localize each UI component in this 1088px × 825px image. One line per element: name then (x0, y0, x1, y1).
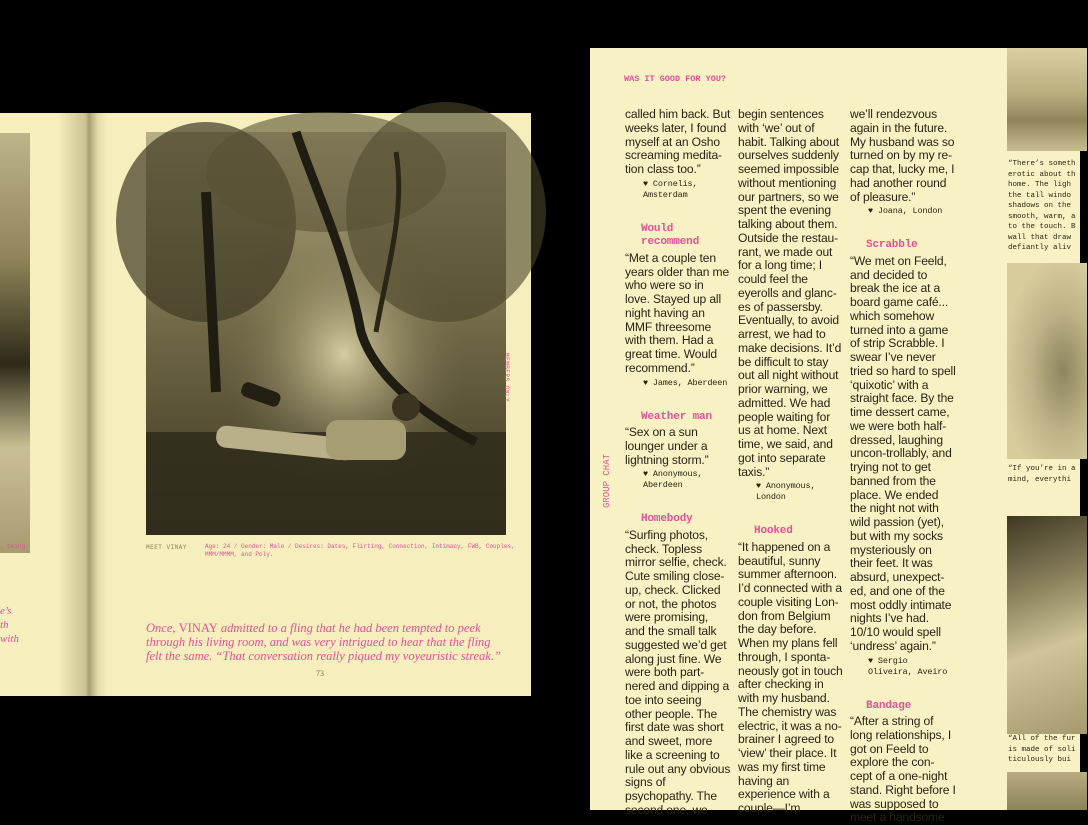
story-heading: Homebody (641, 513, 693, 526)
story-text: “It happened on a beautiful, sunny summer afternoon. I’d connected with a couple visiting Lon-don from Belgium the day before. When my plans fell through, I sponta-neously got in touch after checking in with my husband. The chemistry was electric, it was a no-brainer I agreed to ‘view’ their place. It was my first time having an experience with a couple—I’m (738, 539, 843, 815)
story-text: “After a string of long relationships, I got on Feeld to explore the con-cept of a one-night stand. Right before I was supposed to meet a handsome (850, 714, 956, 825)
closeup-photo (1007, 263, 1087, 459)
previous-caption-fragment: , being (0, 543, 26, 550)
text-column-3 (850, 108, 956, 825)
column-text: called him back. But weeks later, I found myself at an Osho screaming medita-tion class too.” (625, 107, 731, 176)
left-page (0, 113, 531, 696)
interior-photo (1007, 48, 1087, 151)
photo-caption: “If you’re in a mind, everythi (1008, 465, 1076, 484)
story-heading: Would recommend (641, 222, 700, 249)
story-heading: Hooked (754, 525, 793, 538)
pull-quote (146, 621, 506, 663)
story-heading: Weather man (641, 410, 712, 423)
quote-name: VINAY (178, 621, 218, 635)
quote-body: admitted to a fling that he had been tempted to peek through his living room, and was very intrigued to hear that the fling felt the same. “That conversation really piqued my voyeuristic streak.” (146, 621, 501, 663)
section-label: GROUP CHAT (602, 453, 612, 508)
story-text: “Surfing photos, check. Topless mirror selfie, check. Cute smiling close-up, check. Clicked or not, the photos were promising, and the small talk suggested we’d get along just fine. We were both part-nered and dipping a toe into seeing other people. The first date was short and sweet, more like a screening to rule out any obvious signs of psychopathy. The second one, we (625, 527, 731, 817)
column-text: begin sentences with ‘we’ out of habit. Talking about ourselves suddenly seemed impossible without mentioning our partners, so we spent the evening talking about them. Outside the restau-rant, we made out for a long time; I could feel the eyerolls and glanc-es of passersby. Eventually, to avoid arrest, we had to make decisions. It’d be difficult to stay out all night without prior warning, we admitted. We had people waiting for us at home. Next time, we said, and got into separate taxis.” (738, 107, 842, 479)
furniture-photo (1007, 772, 1087, 810)
previous-quote-fragment: th (0, 619, 9, 631)
page-number: 73 (316, 669, 324, 678)
quote-lead: Once, (146, 621, 179, 635)
signature: ♥ Joana, London (868, 206, 943, 217)
previous-quote-fragment: with (0, 633, 19, 645)
running-head: WAS IT GOOD FOR YOU? (624, 74, 727, 84)
vinay-photo (146, 132, 506, 535)
signature: ♥ Anonymous, London (756, 481, 816, 503)
story-heading: Bandage (866, 699, 912, 712)
signature: ♥ Sergio Oliveira, Aveiro (868, 655, 948, 677)
story-text: “We met on Feeld, and decided to break the ice at a board game café... which somehow turned into a game of strip Scrabble. I swear I’ve never tried so hard to spell ‘quixotic’ with a straight face. By the time dessert came, we were both half-dressed, laughing uncon-trollably, and trying not to get banned from the place. We ended the night not with wild passion (yet), but with my socks mysteriously on their feet. It was absurd, unexpect-ed, and one of the most oddly intimate nights I’ve had. 10/10 would spell ‘undress’ again.” (850, 253, 956, 653)
members-only-label: MEMBERS ONLY (503, 353, 510, 403)
bedroom-photo (1007, 516, 1087, 734)
signature: ♥ James, Aberdeen (643, 377, 728, 388)
signature: ♥ Anonymous, Aberdeen (643, 469, 703, 491)
text-column-2 (738, 108, 844, 816)
story-text: “Sex on a sun lounger under a lightning storm.” (625, 425, 709, 467)
previous-quote-fragment: e’s (0, 605, 12, 617)
text-column-1 (625, 108, 731, 818)
story-heading: Scrabble (866, 239, 918, 252)
photo-caption: “There’s someth erotic about th home. The ligh the tall windo shadows on the smooth, warm, a to the touch. B wall that draw defiantly aliv (1008, 160, 1076, 252)
photo-caption: “All of the fur is made of soli ticulously bui (1008, 735, 1076, 764)
story-text: “Met a couple ten years older than me who were so in love. Stayed up all night having an MMF threesome with them. Had a great time. Would recommend.” (625, 250, 730, 375)
column-text: we’ll rendezvous again in the future. My husband was so turned on by my re-cap that, lucky me, I had another round of pleasure.” (850, 107, 955, 204)
meet-label: MEET VINAY (146, 544, 188, 551)
right-page (590, 48, 1080, 825)
page-gutter-shadow (58, 113, 108, 696)
signature: ♥ Cornelis, Amsterdam (643, 178, 698, 200)
member-details: Age: 24 / Gender: Male / Desires: Dates, Flirting, Connection, Intimacy, FWB, Couples, MMM/MMMM, and Poly. (205, 543, 515, 558)
previous-portrait-photo (0, 133, 30, 553)
